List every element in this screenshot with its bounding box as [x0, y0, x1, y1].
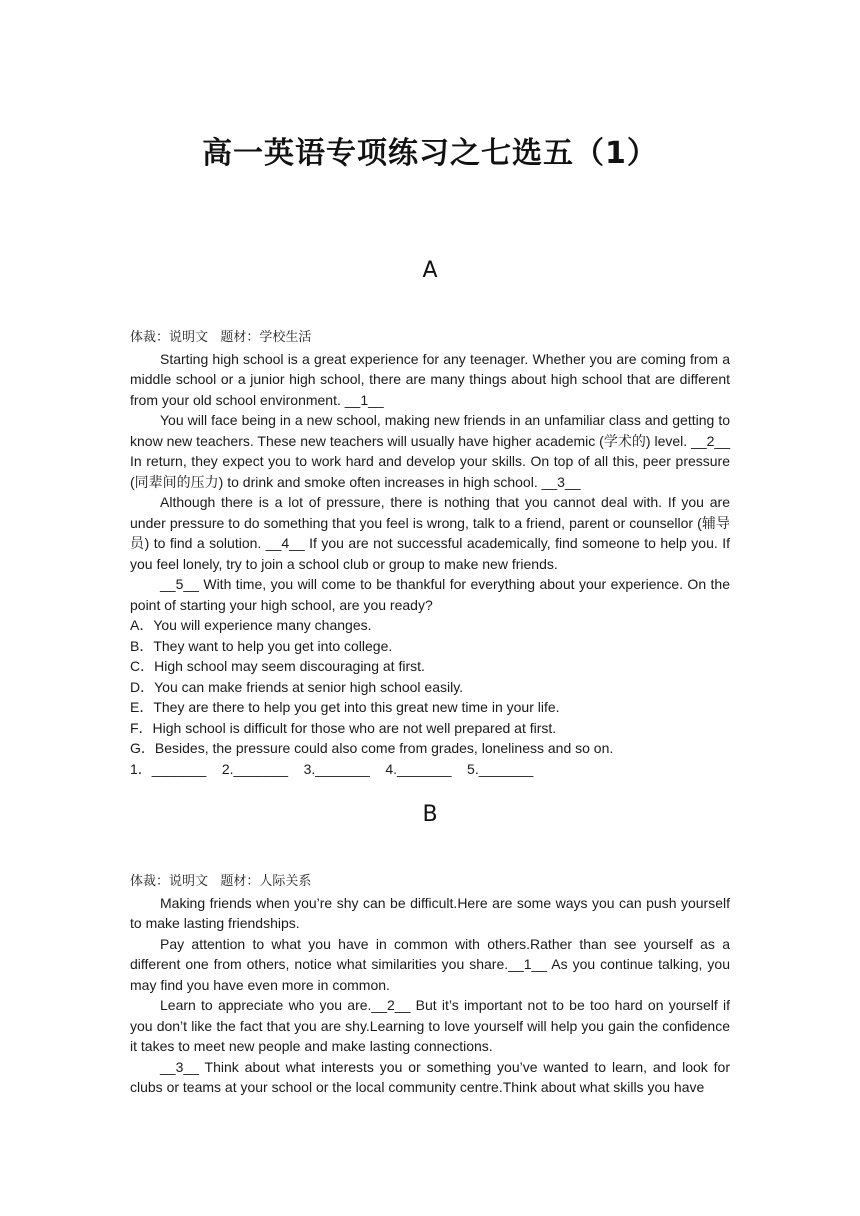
section-b-genre-line: 体裁：说明文 题材：人际关系 — [130, 874, 312, 889]
section-a-paragraph-2: You will face being in a new school, making new friends in an unfamiliar class and getting to know new teachers. These new teachers will usually have higher academic (学术的) level. __2__ In return, they expect you to work hard and develop your skills. On top of all this, peer pressure (同辈间的压力) to drink and smoke often increases in high school. __3__ — [130, 412, 730, 490]
section-b-paragraph-2: Pay attention to what you have in common with others.Rather than see yourself as a different one from others, notice what similarities you share.__1__ As you continue talking, you may find you have even more in common. — [130, 935, 730, 993]
page-title: 高一英语专项练习之七选五（1） — [202, 136, 658, 171]
section-b-body — [130, 872, 730, 1098]
option-b: B．They want to help you get into college. — [130, 637, 393, 654]
option-a: A．You will experience many changes. — [130, 617, 372, 633]
section-a-paragraph-4: __5__ With time, you will come to be thankful for everything about your experience. On the point of starting your high school, are you ready? — [130, 576, 730, 613]
option-c: C．High school may seem discouraging at first. — [130, 658, 425, 674]
answer-blanks: 1．_______ 2._______ 3._______ 4._______ 5._______ — [130, 760, 534, 777]
section-b-paragraph-4: __3__ Think about what interests you or something you’ve wanted to learn, and look for clubs or teams at your school or the local community centre.Think about what skills you have — [130, 1058, 730, 1095]
section-a-body — [130, 328, 730, 779]
section-a-heading: A — [422, 258, 438, 283]
option-g: G．Besides, the pressure could also come from grades, loneliness and so on. — [130, 740, 614, 756]
option-f: F．High school is difficult for those who are not well prepared at first. — [130, 719, 557, 736]
section-a-genre-line: 体裁：说明文 题材：学校生活 — [130, 330, 312, 345]
section-a-paragraph-1: Starting high school is a great experience for any teenager. Whether you are coming from a middle school or a junior high school, there are many things about high school that are different from your old school environment. __1__ — [130, 350, 730, 408]
section-b-paragraph-3: Learn to appreciate who you are.__2__ But it’s important not to be too hard on yourself if you don’t like the fact that you are shy.Learning to love yourself will help you gain the confidence it takes to meet new people and make lasting connections. — [130, 997, 730, 1054]
option-e: E．They are there to help you get into this great new time in your life. — [130, 699, 560, 715]
section-b-paragraph-1: Making friends when you’re shy can be difficult.Here are some ways you can push yourself to make lasting friendships. — [130, 894, 730, 931]
section-a-paragraph-3: Although there is a lot of pressure, there is nothing that you cannot deal with. If you are under pressure to do something that you feel is wrong, talk to a friend, parent or counsellor (辅导员) to find a solution. __4__ If you are not successful academically, find someone to help you. If you feel lonely, try to join a school club or group to make new friends. — [130, 494, 730, 572]
option-d: D．You can make friends at senior high school easily. — [130, 678, 464, 695]
section-b-heading: B — [422, 802, 438, 827]
